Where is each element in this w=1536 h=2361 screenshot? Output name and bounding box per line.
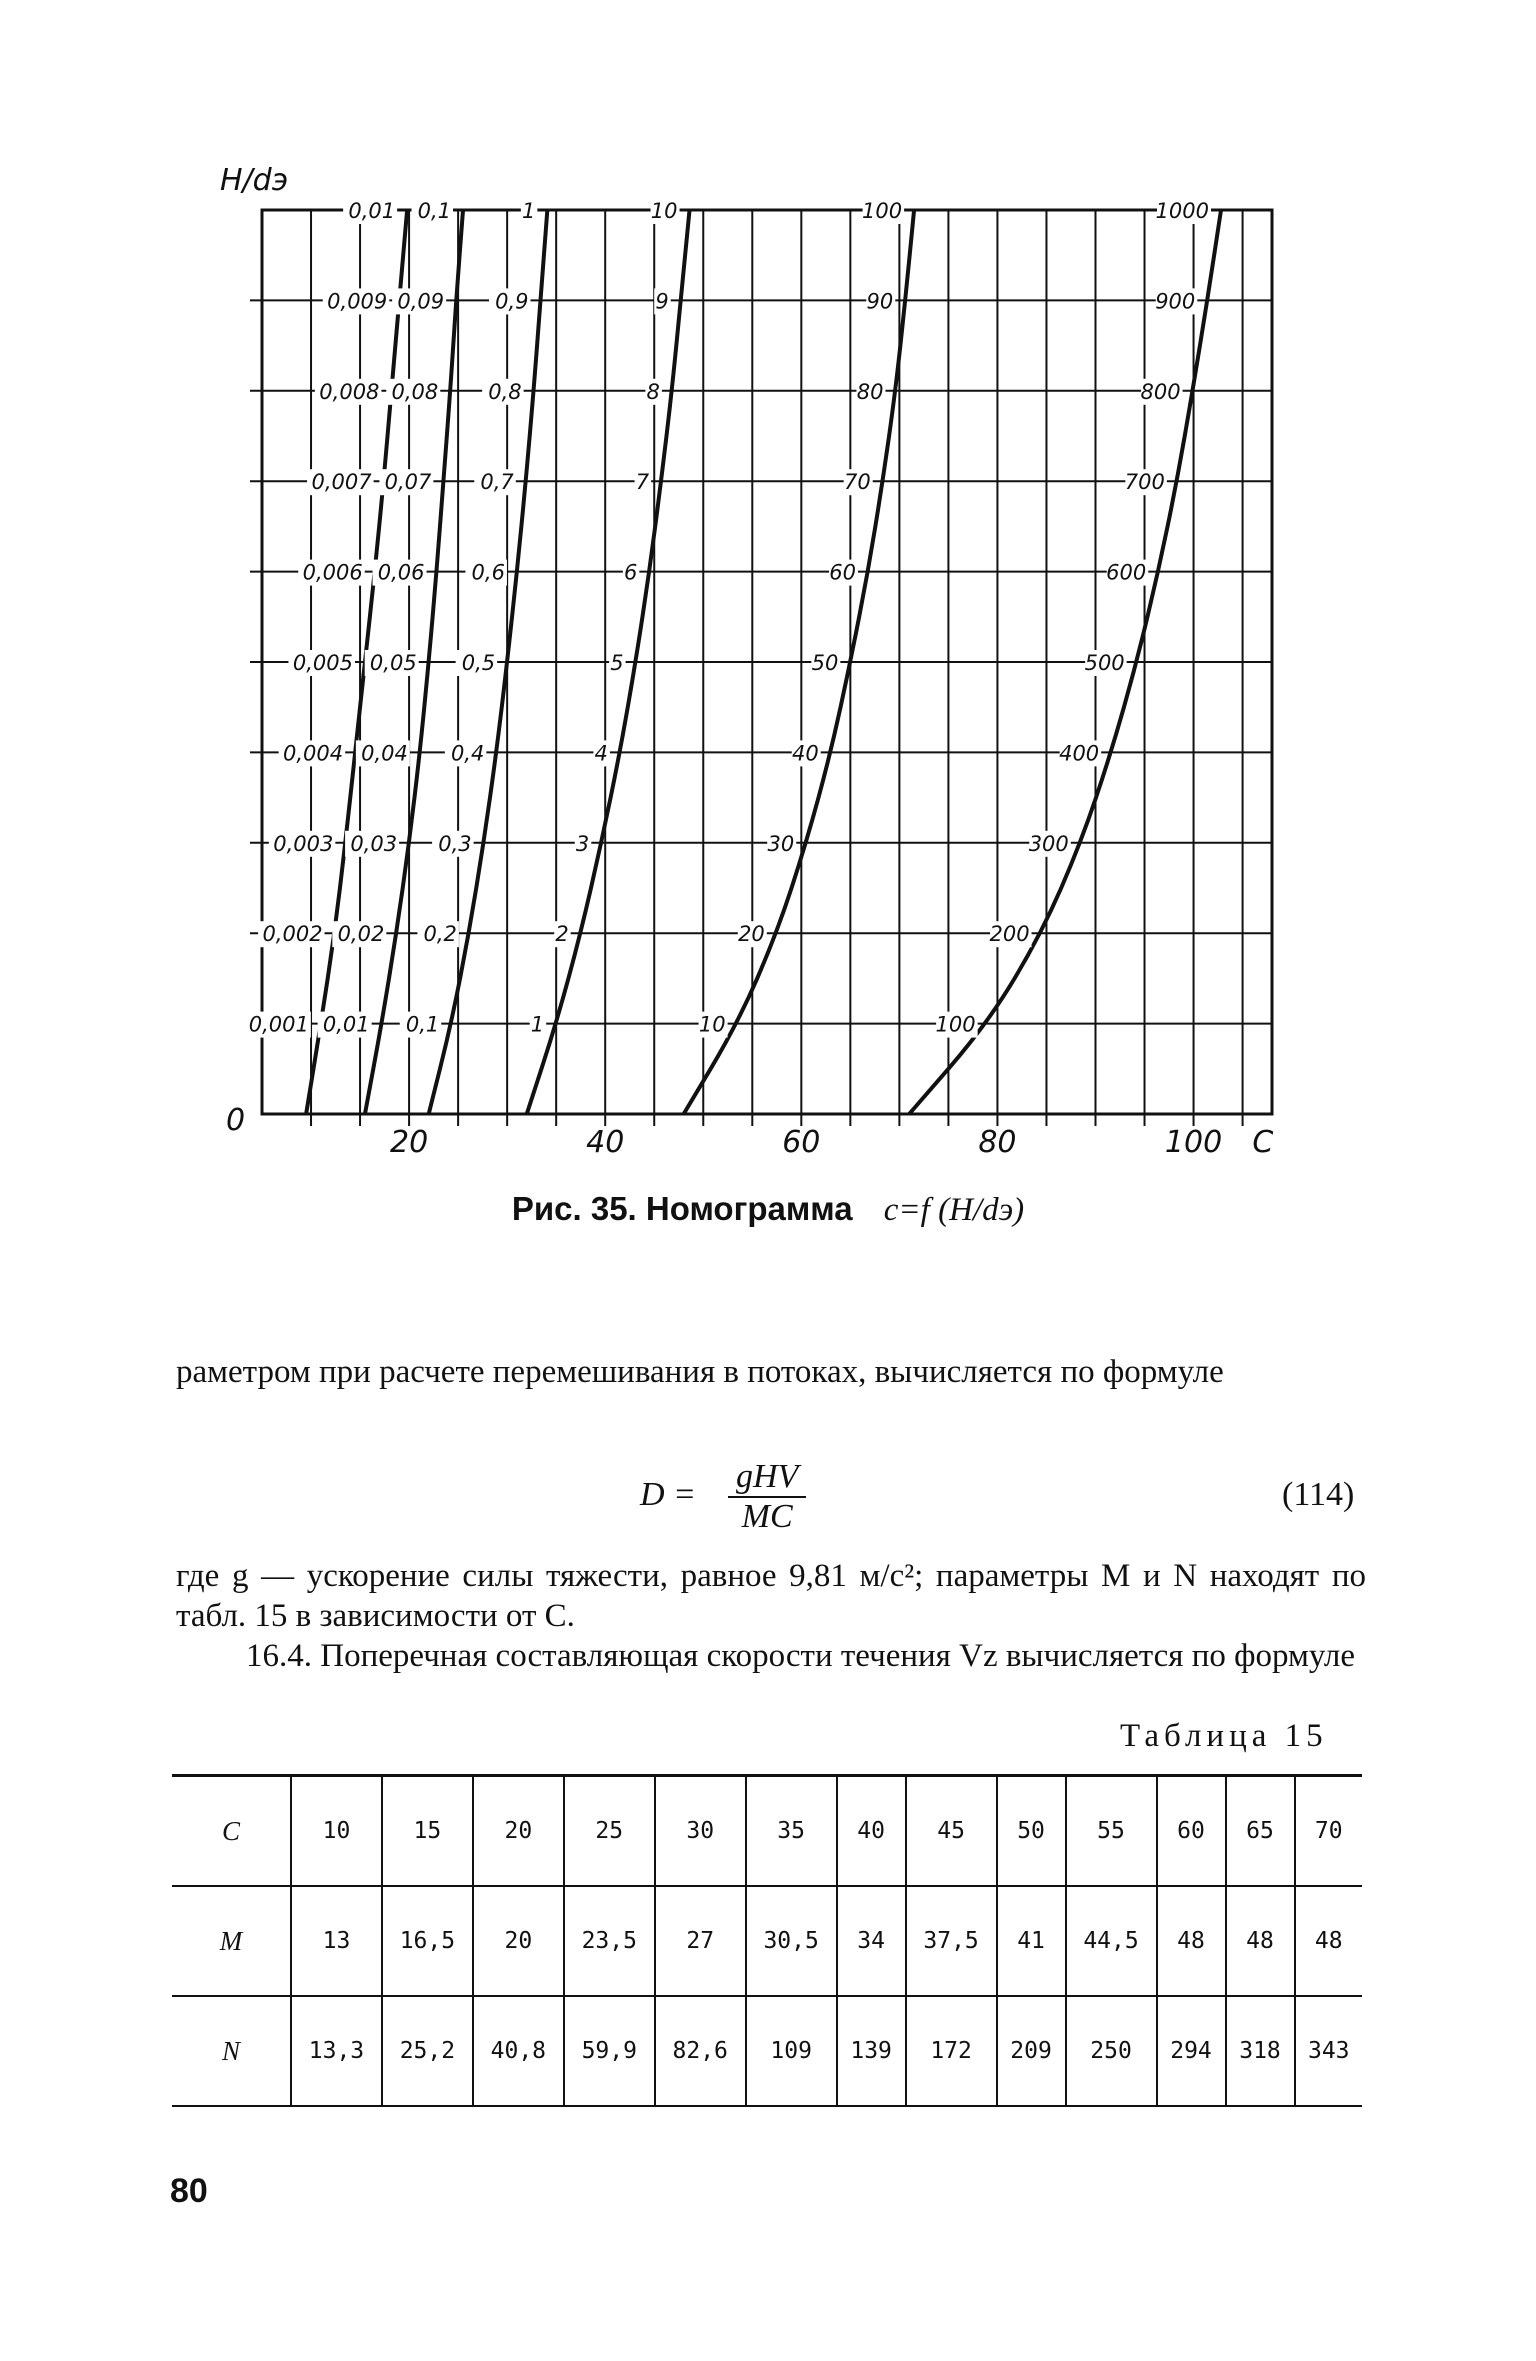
table-cell: 25 [564,1776,655,1887]
equation-numerator: gHV [728,1458,806,1498]
paragraph-3-text: 16.4. Поперечная составляющая скорости течения Vz вычисляется по формуле [246,1638,1356,1674]
curve-tick-label: 0,4 [450,741,485,766]
curve-tick-label: 0,1 [405,1012,440,1037]
x-tick-label: 60 [782,1125,821,1160]
curve-tick-label: 10 [698,1012,726,1037]
table-cell: 13 [291,1886,382,1996]
table-cell: 20 [473,1776,564,1887]
origin-label: 0 [226,1103,246,1138]
table-row [172,1776,1362,1887]
curve-tick-label: 200 [989,922,1030,947]
curve-tick-label: 0,006 [302,560,363,585]
curve-tick-label: 600 [1106,560,1147,585]
curve-tick-label: 0,007 [311,470,372,495]
equation-lhs: D = [640,1476,696,1513]
curve-tick-label: 0,008 [319,379,380,404]
curve-tick-label: 100 [935,1012,976,1037]
table-cell: 294 [1157,1996,1226,2106]
curve-tick-label: 0,002 [262,922,323,947]
curve-tick-label: 0,7 [480,470,514,495]
curve-tick-label: 80 [856,379,884,404]
paragraph-1-text: раметром при расчете перемешивания в потоках, вычисляется по формуле [176,1354,1224,1390]
curve-tick-label: 1 [530,1012,545,1037]
curve-tick-label: 0,06 [377,560,425,585]
caption-label: Рис. 35. Номограмма [511,1190,853,1227]
curve-tick-label: 0,8 [488,379,522,404]
curve-tick-label: 10 [650,199,678,223]
x-tick-label: 100 [1164,1125,1223,1160]
page-number: 80 [170,2172,208,2210]
table-cell: 34 [837,1886,906,1996]
table-cell: 27 [655,1886,746,1996]
paragraph-2 [176,1556,1366,1676]
curve-tick-label: 90 [866,289,894,314]
curve-tick-label: 0,04 [361,741,408,766]
curve-tick-label: 0,2 [423,922,457,947]
curve-tick-label: 0,3 [438,831,472,856]
table-cell: 40,8 [473,1996,564,2106]
curve-tick-label: 100 [861,199,903,223]
table-cell: 48 [1295,1886,1363,1996]
x-axis-label: C [1252,1125,1274,1160]
table-cell: 13,3 [291,1996,382,2106]
table-row-head: C [221,1815,240,1846]
curve-tick-label: 0,1 [417,199,452,223]
table-cell: 250 [1066,1996,1157,2106]
table-cell: 82,6 [655,1996,746,2106]
curve-tick-label: 7 [635,470,650,495]
curve-tick-label: 1000 [1155,199,1210,223]
curve-tick-label: 700 [1124,470,1165,495]
table-cell: 343 [1295,1996,1363,2106]
table-cell: 48 [1226,1886,1295,1996]
table-cell: 44,5 [1066,1886,1157,1996]
table-cell: 40 [837,1776,906,1887]
curve-tick-label: 400 [1059,741,1100,766]
table-cell: 20 [473,1886,564,1996]
equation-fraction [728,1458,806,1536]
curve-tick-label: 4 [594,741,608,766]
table-cell: 139 [837,1996,906,2106]
table-cell: 30 [655,1776,746,1887]
curve-tick-label: 0,009 [327,289,388,314]
curve-tick-label: 6 [623,560,638,585]
curve-tick-label: 50 [811,651,839,675]
table-cell: 59,9 [564,1996,655,2106]
table-cell: 70 [1295,1776,1363,1887]
nomogram-chart [0,0,1536,1170]
curve-tick-label: 0,07 [384,470,432,495]
table-cell: 16,5 [382,1886,473,1996]
paragraph-1 [176,1352,1366,1392]
curve-tick-label: 0,09 [397,289,445,314]
curve-tick-label: 3 [575,831,590,856]
table-row [172,1886,1362,1996]
table-cell: 65 [1226,1776,1295,1887]
table-cell: 50 [997,1776,1066,1887]
caption-formula: c=f (H/dэ) [883,1192,1025,1228]
chart-curve-labels [244,198,1211,1038]
curve-tick-label: 40 [792,741,819,766]
curve-tick-label: 0,05 [369,651,417,675]
table-15 [172,1774,1362,2107]
table-cell: 15 [382,1776,473,1887]
table-cell: 25,2 [382,1996,473,2106]
curve-tick-label: 0,004 [283,741,344,766]
table-cell: 209 [997,1996,1066,2106]
curve-tick-label: 0,02 [337,922,385,947]
curve-tick-label: 8 [646,379,660,404]
curve-tick-label: 1 [521,199,536,223]
table-cell: 30,5 [746,1886,837,1996]
curve-tick-label: 300 [1028,831,1069,856]
curve-tick-label: 500 [1084,651,1125,675]
table-row-head: N [221,2035,240,2066]
curve-tick-label: 0,001 [248,1012,309,1037]
table-cell: 60 [1157,1776,1226,1887]
curve-tick-label: 0,9 [495,289,529,314]
equation-number: (114) [1282,1476,1355,1513]
table-row [172,1996,1362,2106]
table-cell: 55 [1066,1776,1157,1887]
curve-tick-label: 800 [1140,379,1181,404]
curve-tick-label: 70 [843,470,871,495]
x-tick-label: 20 [389,1125,429,1160]
curve-tick-label: 900 [1155,289,1196,314]
x-tick-label: 80 [978,1125,1017,1160]
table-cell: 41 [997,1886,1066,1996]
table-cell: 45 [906,1776,997,1887]
y-axis-label: H/dэ [220,163,289,198]
curve-tick-label: 0,01 [322,1012,370,1037]
equation-114 [0,1458,1536,1535]
table-row-head: M [219,1925,243,1956]
curve-tick-label: 0,005 [292,651,353,675]
curve-tick-label: 0,01 [348,199,396,223]
curve-tick-label: 0,08 [391,379,439,404]
table-cell: 23,5 [564,1886,655,1996]
curve-tick-label: 2 [555,922,569,947]
curve-tick-label: 30 [767,831,795,856]
curve-tick-label: 0,5 [461,651,496,675]
curve-tick-label: 0,6 [471,560,505,585]
curve-tick-label: 9 [655,289,669,314]
table-cell: 48 [1157,1886,1226,1996]
table-cell: 109 [746,1996,837,2106]
curve-tick-label: 0,003 [273,831,334,856]
curve-tick-label: 5 [610,651,624,675]
curve-tick-label: 20 [738,922,765,947]
table-cell: 37,5 [906,1886,997,1996]
table-cell: 35 [746,1776,837,1887]
paragraph-2-text: где g — ускорение силы тяжести, равное 9,81 м/с²; параметры M и N находят по табл. 15 в зависимости от C. [176,1558,1366,1634]
x-tick-label: 40 [586,1125,625,1160]
table-cell: 10 [291,1776,382,1887]
curve-tick-label: 60 [829,560,856,585]
table-cell: 172 [906,1996,997,2106]
equation-denominator: MC [741,1498,793,1535]
curve-tick-label: 0,03 [350,831,398,856]
table-title: Таблица 15 [1120,1718,1328,1754]
table-cell: 318 [1226,1996,1295,2106]
figure-caption [0,1190,1536,1229]
